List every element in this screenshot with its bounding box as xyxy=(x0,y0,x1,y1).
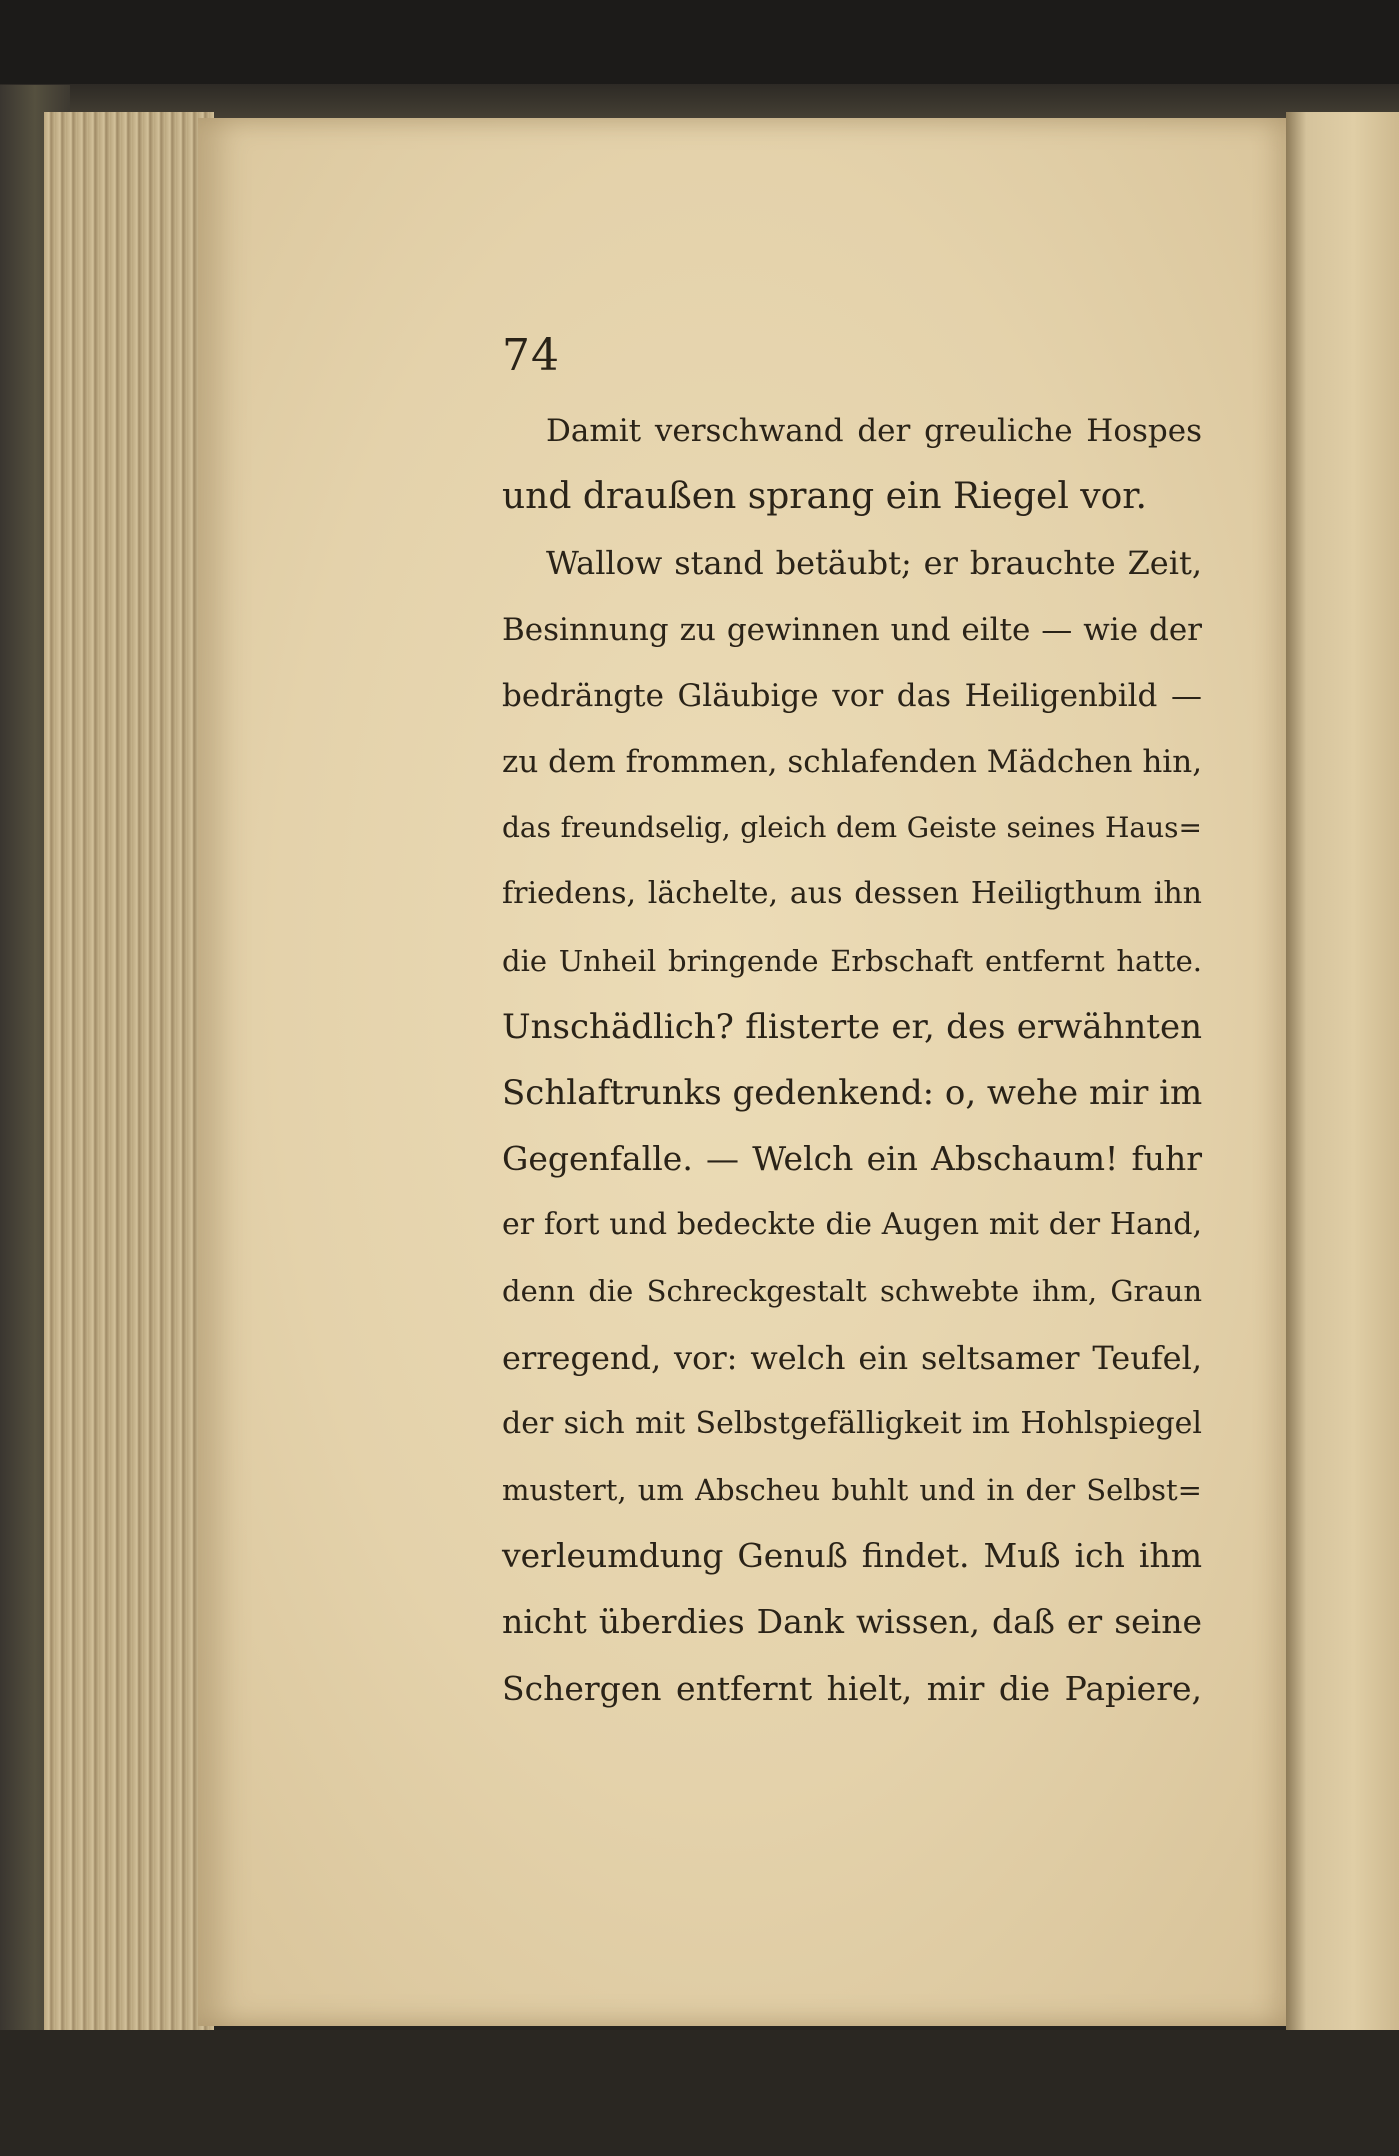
text-line: friedens, lächelte, aus dessen Heiligthum ihn xyxy=(502,876,1202,912)
scan-background-bottom xyxy=(0,2030,1399,2156)
text-line: verleumdung Genuß findet. Muß ich ihm xyxy=(502,1536,1202,1576)
text-line: mustert, um Abscheu buhlt und in der Selbst= xyxy=(502,1473,1202,1507)
page-edges xyxy=(44,112,214,2042)
facing-page-edge xyxy=(1286,112,1399,2062)
text-line: zu dem frommen, schlafenden Mädchen hin, xyxy=(502,743,1203,780)
text-line: Schergen entfernt hielt, mir die Papiere, xyxy=(502,1668,1202,1708)
text-line: Schlaftrunks gedenkend: o, wehe mir im xyxy=(502,1072,1203,1113)
text-line: das freundselig, gleich dem Geiste seines Haus= xyxy=(502,811,1202,845)
text-line: denn die Schreckgestalt schwebte ihm, Graun xyxy=(502,1274,1202,1309)
text-line: Damit verschwand der greuliche Hospes xyxy=(546,413,1202,449)
text-line: er fort und bedeckte die Augen mit der Hand, xyxy=(502,1207,1202,1243)
text-line: nicht überdies Dank wissen, daß er seine xyxy=(502,1602,1202,1642)
text-line: bedrängte Gläubige vor das Heiligenbild — xyxy=(502,677,1202,714)
text-line: erregend, vor: welch ein seltsamer Teufel, xyxy=(502,1338,1202,1377)
page-number: 74 xyxy=(502,330,560,381)
page-text xyxy=(502,398,1202,1722)
text-line: Unschädlich? flisterte er, des erwähnten xyxy=(502,1006,1202,1047)
text-line: Wallow stand betäubt; er brauchte Zeit, xyxy=(546,544,1202,583)
text-line: Besinnung zu gewinnen und eilte — wie der xyxy=(502,611,1202,648)
text-line: Gegenfalle. — Welch ein Abschaum! fuhr xyxy=(502,1139,1202,1179)
text-line: und draußen sprang ein Riegel vor. xyxy=(502,476,1147,518)
text-line: die Unheil bringende Erbschaft entfernt hatte. xyxy=(502,943,1202,978)
text-line: der sich mit Selbstgefälligkeit im Hohlspiegel xyxy=(502,1405,1202,1441)
